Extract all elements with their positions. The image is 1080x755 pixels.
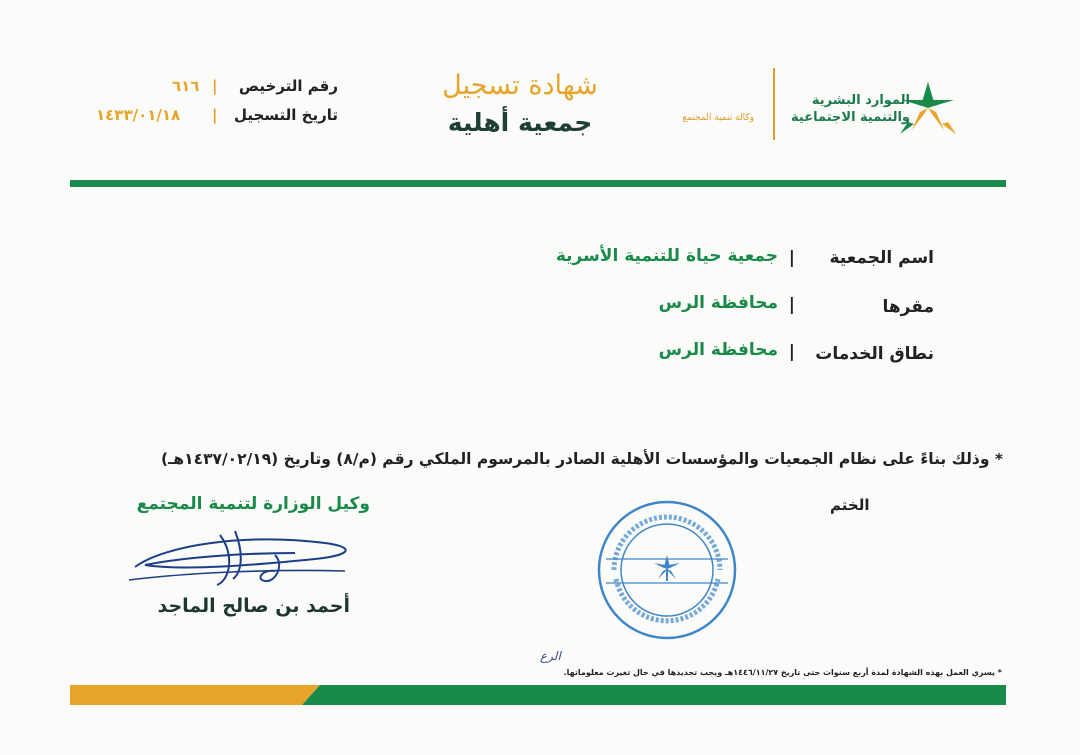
ministry-name-line1: الموارد البشرية: [811, 93, 910, 108]
association-name-label: اسم الجمعية: [829, 248, 934, 268]
signatory-title: وكيل الوزارة لتنمية المجتمع: [136, 494, 370, 514]
header-divider: [773, 68, 775, 140]
headquarters-value: محافظة الرس: [658, 293, 778, 313]
footer-color-bar: [70, 685, 1006, 705]
license-number-label: رقم الترخيص: [238, 77, 338, 95]
field-separator: |: [788, 295, 795, 315]
certificate-subtitle: جمعية أهلية: [447, 108, 593, 137]
service-scope-label: نطاق الخدمات: [815, 344, 934, 364]
header-rule: [70, 180, 1006, 187]
headquarters-label: مقرها: [882, 297, 934, 317]
signature: [125, 525, 360, 600]
field-separator: |: [788, 248, 795, 268]
handwritten-mark: الرع: [540, 649, 561, 663]
registration-date-value: ١٤٣٣/٠١/١٨: [96, 106, 181, 124]
registration-separator: |: [212, 106, 218, 124]
ministry-name-line2: والتنمية الاجتماعية: [791, 110, 910, 125]
license-number-value: ٦١٦: [172, 77, 200, 95]
seal-label: الختم: [830, 496, 870, 514]
official-seal-stamp: [596, 499, 738, 641]
ministry-logo-icon: [896, 80, 960, 136]
license-separator: |: [212, 77, 218, 95]
signatory-name: أحمد بن صالح الماجد: [157, 595, 350, 617]
legal-basis-note: * وذلك بناءً على نظام الجمعيات والمؤسسات الأهلية الصادر بالمرسوم الملكي رقم (م/٨) وتاريخ (١٤٣٧/٠٢/١٩هـ): [161, 450, 1003, 468]
association-name-value: جمعية حياة للتنمية الأسرية: [555, 246, 778, 266]
registration-date-label: تاريخ التسجيل: [233, 106, 338, 124]
service-scope-value: محافظة الرس: [658, 340, 778, 360]
field-separator: |: [788, 342, 795, 362]
agency-name: وكالة تنمية المجتمع: [682, 113, 754, 123]
validity-footnote: * يسري العمل بهذه الشهادة لمدة أربع سنوات حتى تاريخ ١٤٤٦/١١/٢٧هـ ويجب تجديدها في حال تغيرت معلوماتها.: [563, 668, 1002, 677]
certificate-title: شهادة تسجيل: [442, 70, 598, 101]
